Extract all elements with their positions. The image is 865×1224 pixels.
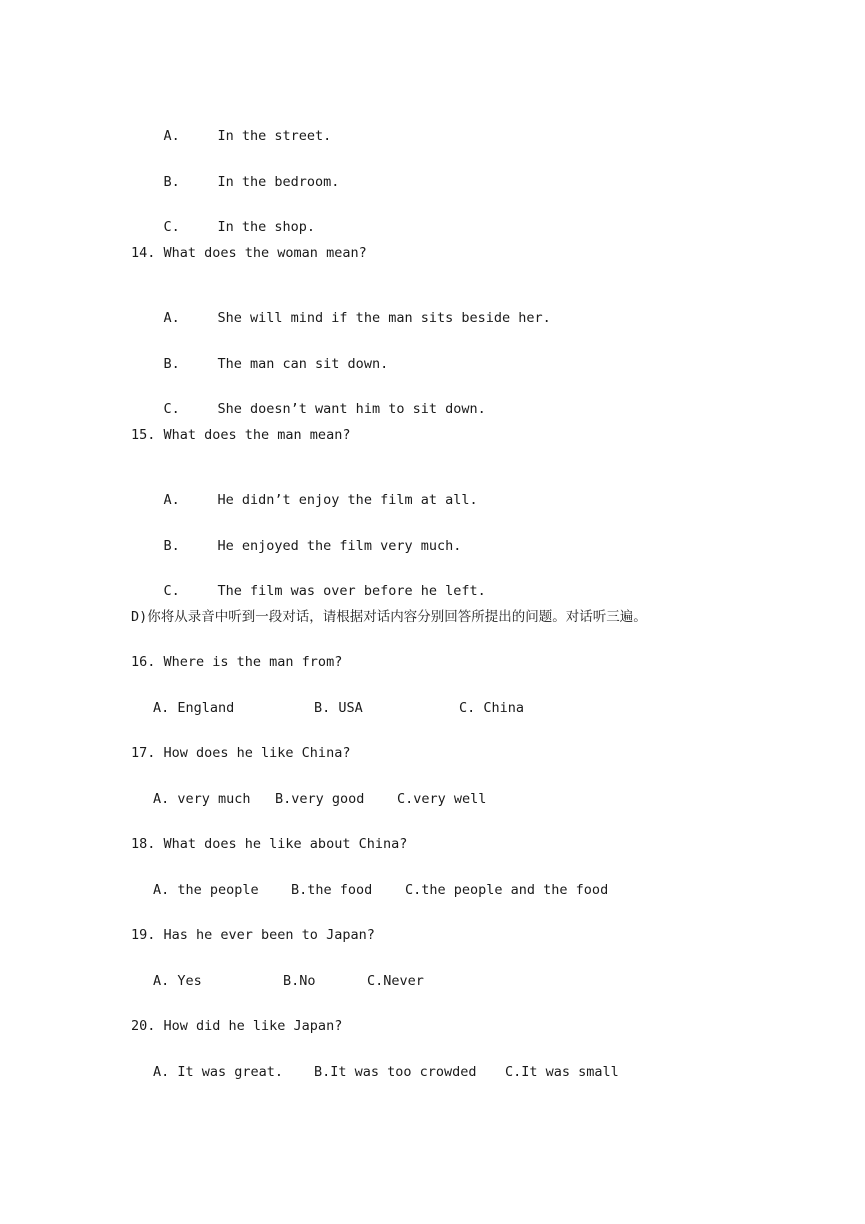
- q18-question: 18. What does he like about China?: [131, 836, 408, 852]
- option-letter: B.: [163, 356, 180, 372]
- q14-question: 14. What does the woman mean?: [131, 245, 367, 261]
- option-text: In the street.: [217, 128, 332, 144]
- option-letter: C.: [163, 583, 180, 599]
- q16-question: 16. Where is the man from?: [131, 654, 343, 670]
- q17-options: [131, 789, 731, 809]
- q16-option-b: B. USA: [314, 700, 363, 716]
- option-text: In the shop.: [217, 219, 316, 235]
- section-d-instructions: D)你将从录音中听到一段对话，请根据对话内容分别回答所提出的问题。对话听三遍。: [131, 609, 647, 625]
- q17-question: 17. How does he like China?: [131, 745, 351, 761]
- option-letter: B.: [163, 538, 180, 554]
- q15-option-c: [131, 561, 486, 599]
- q20-option-a: A. It was great.: [153, 1064, 284, 1080]
- q19-option-c: C.Never: [367, 973, 424, 989]
- option-letter: B.: [163, 174, 180, 190]
- q16-option-a: A. England: [153, 700, 235, 716]
- q15-option-a: [131, 470, 478, 508]
- q13-option-b: [131, 152, 340, 190]
- option-text: He didn’t enjoy the film at all.: [217, 492, 478, 508]
- q17-option-b: B.very good: [275, 791, 365, 807]
- q15-question: 15. What does the man mean?: [131, 427, 351, 443]
- q13-option-c: [131, 197, 316, 235]
- q13-option-a: [131, 106, 332, 144]
- q14-option-a: [131, 288, 551, 326]
- q18-option-a: A. the people: [153, 882, 259, 898]
- q16-options: [131, 698, 731, 718]
- q19-option-a: A. Yes: [153, 973, 202, 989]
- q16-option-c: C. China: [459, 700, 525, 716]
- q20-option-b: B.It was too crowded: [314, 1064, 477, 1080]
- option-text: He enjoyed the film very much.: [217, 538, 462, 554]
- q18-option-c: C.the people and the food: [405, 882, 609, 898]
- q15-option-b: [131, 516, 462, 554]
- option-letter: A.: [163, 492, 180, 508]
- q17-option-a: A. very much: [153, 791, 251, 807]
- q19-option-b: B.No: [283, 973, 316, 989]
- q19-question: 19. Has he ever been to Japan?: [131, 927, 375, 943]
- q19-options: [131, 971, 731, 991]
- option-text: In the bedroom.: [217, 174, 340, 190]
- q20-option-c: C.It was small: [505, 1064, 619, 1080]
- option-letter: A.: [163, 128, 180, 144]
- option-letter: A.: [163, 310, 180, 326]
- option-text: She will mind if the man sits beside her.: [217, 310, 551, 326]
- q14-option-c: [131, 379, 486, 417]
- option-letter: C.: [163, 401, 180, 417]
- q17-option-c: C.very well: [397, 791, 487, 807]
- q20-question: 20. How did he like Japan?: [131, 1018, 343, 1034]
- q20-options: [131, 1062, 731, 1082]
- option-text: The film was over before he left.: [217, 583, 486, 599]
- option-letter: C.: [163, 219, 180, 235]
- option-text: The man can sit down.: [217, 356, 389, 372]
- q14-option-b: [131, 334, 389, 372]
- option-text: She doesn’t want him to sit down.: [217, 401, 486, 417]
- q18-options: [131, 880, 731, 900]
- q18-option-b: B.the food: [291, 882, 373, 898]
